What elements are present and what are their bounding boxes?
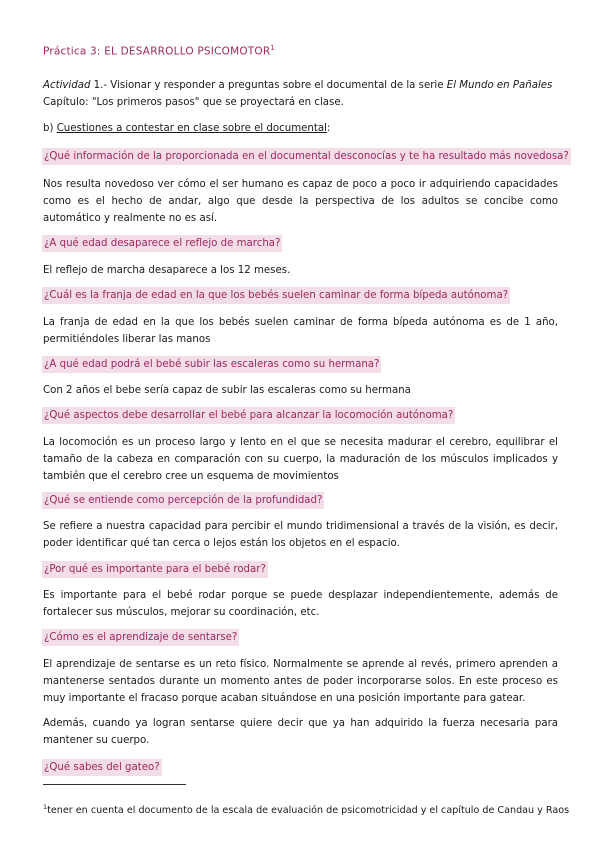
answer-6: Se refiere a nuestra capacidad para percibir el mundo tridimensional a través de la visión, es decir, poder identificar qué tan cerca o lejos están los objetos en el espacio. bbox=[43, 521, 558, 549]
page-title-text: Práctica 3: EL DESARROLLO PSICOMOTOR bbox=[43, 45, 271, 58]
section-b-heading bbox=[43, 120, 330, 137]
section-b-label: Cuestiones a contestar en clase sobre el documental bbox=[56, 123, 327, 134]
answer-5: La locomoción es un proceso largo y lento en el que se necesita madurar el cerebro, equilibrar el tamaño de la cabeza en comparación con su cuerpo, la maduración de los músculos implicados y también que el cerebro cree un esquema de movimientos bbox=[43, 437, 558, 482]
footnote-mark: 1 bbox=[43, 802, 48, 811]
activity-series-name: El Mundo en Pañales bbox=[446, 80, 553, 91]
activity-label: Actividad bbox=[43, 80, 91, 91]
question-3: ¿Cuál es la franja de edad en la que los bebés suelen caminar de forma bípeda autónoma? bbox=[42, 287, 510, 304]
question-5: ¿Qué aspectos debe desarrollar el bebé para alcanzar la locomoción autónoma? bbox=[42, 407, 455, 424]
question-6: ¿Qué se entiende como percepción de la profundidad? bbox=[42, 492, 324, 509]
answer-1: Nos resulta novedoso ver cómo el ser humano es capaz de poco a poco ir adquiriendo capacidades como es el hecho de andar, algo que desde la perspectiva de los adultos se concibe como automático y realmente no es así. bbox=[43, 179, 558, 224]
title-footnote-mark: 1 bbox=[270, 44, 276, 52]
footnote bbox=[43, 800, 569, 818]
footnote-text: tener en cuenta el documento de la escala de evaluación de psicomotricidad y el capítulo de Candau y Raos bbox=[47, 804, 570, 816]
section-b-suffix: : bbox=[326, 123, 331, 134]
activity-paragraph bbox=[43, 77, 563, 111]
activity-text-before: 1.- Visionar y responder a preguntas sobre el documental de la serie bbox=[90, 80, 447, 91]
activity-text-after: Capítulo: "Los primeros pasos" que se proyectará en clase. bbox=[43, 97, 344, 108]
question-1: ¿Qué información de la proporcionada en el documental desconocías y te ha resultado más novedosa? bbox=[42, 148, 571, 165]
answer-4: Con 2 años el bebe sería capaz de subir las escaleras como su hermana bbox=[43, 385, 411, 396]
answer-2: El reflejo de marcha desaparece a los 12 meses. bbox=[43, 265, 291, 276]
answer-8: El aprendizaje de sentarse es un reto físico. Normalmente se aprende al revés, primero aprenden a mantenerse sentados durante un momento antes de poder incorporarse solos. En este proceso es muy importante el fracaso porque acaban situándose en una posición importante para gatear. bbox=[43, 659, 558, 704]
section-b-prefix: b) bbox=[43, 123, 57, 134]
question-2: ¿A qué edad desaparece el reflejo de marcha? bbox=[42, 235, 282, 252]
footnote-divider bbox=[43, 784, 186, 785]
answer-8-continued: Además, cuando ya logran sentarse quiere decir que ya han adquirido la fuerza necesaria para mantener su cuerpo. bbox=[43, 718, 558, 746]
question-8: ¿Cómo es el aprendizaje de sentarse? bbox=[42, 629, 239, 646]
page-title bbox=[43, 40, 275, 61]
question-7: ¿Por qué es importante para el bebé rodar? bbox=[42, 561, 268, 578]
question-9: ¿Qué sabes del gateo? bbox=[42, 759, 162, 776]
answer-3: La franja de edad en la que los bebés suelen caminar de forma bípeda autónoma es de 1 año, permitiéndoles liberar las manos bbox=[43, 317, 558, 345]
answer-7: Es importante para el bebé rodar porque se puede desplazar independientemente, además de fortalecer sus músculos, mejorar su coordinación, etc. bbox=[43, 590, 558, 618]
question-4: ¿A qué edad podrá el bebé subir las escaleras como su hermana? bbox=[42, 356, 381, 373]
